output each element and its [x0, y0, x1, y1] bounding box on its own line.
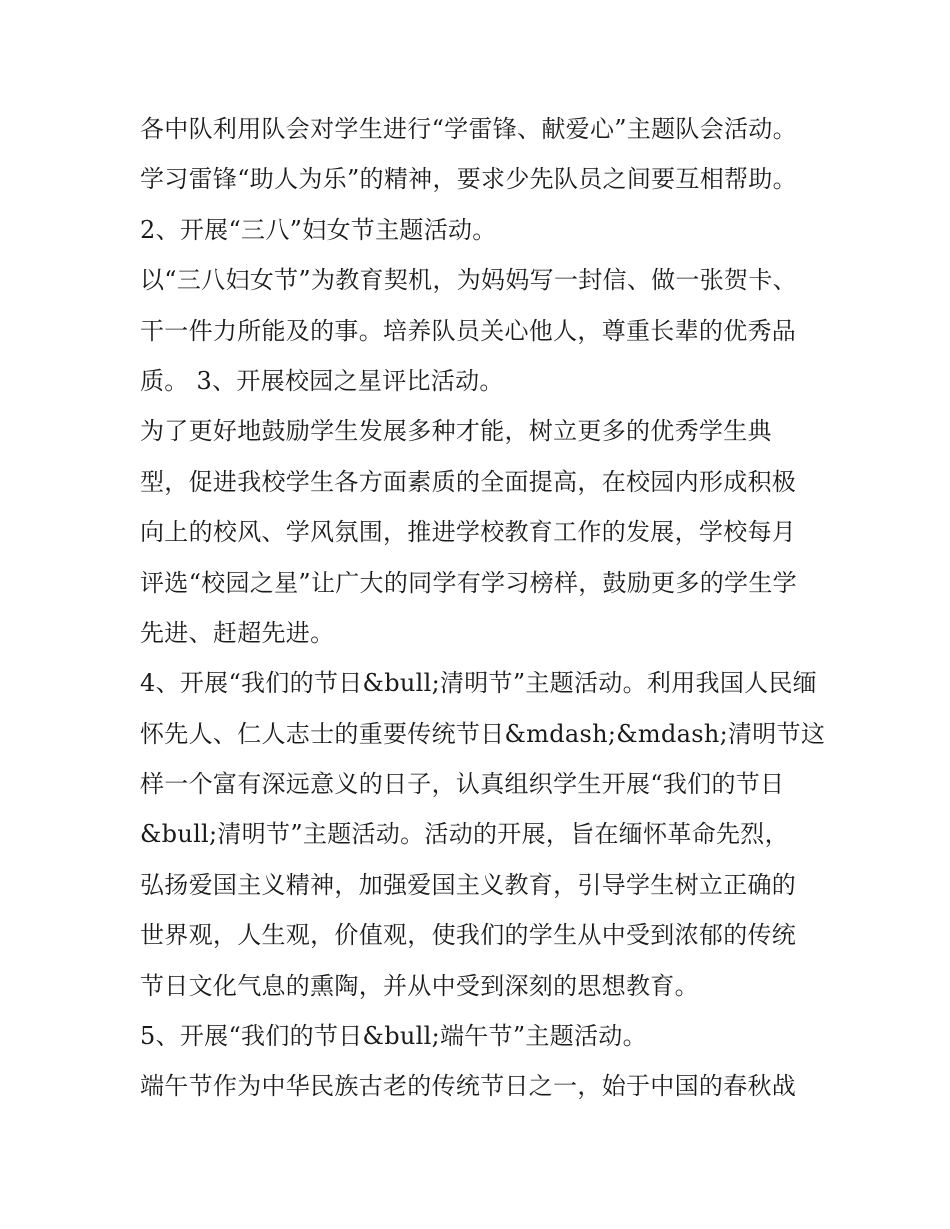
text-line: 以“三八妇女节”为教育契机，为妈妈写一封信、做一张贺卡、: [140, 266, 797, 295]
text-line: 端午节作为中华民族古老的传统节日之一，始于中国的春秋战: [140, 1072, 797, 1101]
text-line: 质。 3、开展校园之星评比活动。: [140, 366, 504, 395]
text-line: 型，促进我校学生各方面素质的全面提高，在校园内形成积极: [140, 467, 797, 496]
text-line: 为了更好地鼓励学生发展多种才能，树立更多的优秀学生典: [140, 417, 772, 446]
text-line: 干一件力所能及的事。培养队员关心他人，尊重长辈的优秀品: [140, 316, 797, 345]
text-line: 先进、赶超先进。: [140, 618, 335, 647]
text-line: 2、开展“三八”妇女节主题活动。: [140, 215, 497, 244]
text-line: 学习雷锋“助人为乐”的精神，要求少先队员之间要互相帮助。: [140, 165, 797, 194]
text-line: 弘扬爱国主义精神，加强爱国主义教育，引导学生树立正确的: [140, 870, 797, 899]
document-body: [140, 104, 830, 1112]
text-line: 节日文化气息的熏陶，并从中受到深刻的思想教育。: [140, 971, 699, 1000]
text-line: &bull;清明节”主题活动。活动的开展，旨在缅怀革命先烈，: [140, 820, 789, 849]
text-line: 评选“校园之星”让广大的同学有学习榜样，鼓励更多的学生学: [140, 568, 797, 597]
text-line: 向上的校风、学风氛围，推进学校教育工作的发展，学校每月: [140, 518, 797, 547]
text-line: 4、开展“我们的节日&bull;清明节”主题活动。利用我国人民缅: [140, 669, 818, 698]
text-line: 各中队利用队会对学生进行“学雷锋、献爱心”主题队会活动。: [140, 115, 797, 143]
text-line: 怀先人、仁人志士的重要传统节日&mdash;&mdash;清明节这: [140, 719, 826, 748]
text-line: 5、开展“我们的节日&bull;端午节”主题活动。: [140, 1022, 647, 1051]
text-line: 样一个富有深远意义的日子，认真组织学生开展“我们的节日: [140, 770, 785, 799]
text-line: 世界观，人生观，价值观，使我们的学生从中受到浓郁的传统: [140, 921, 797, 950]
